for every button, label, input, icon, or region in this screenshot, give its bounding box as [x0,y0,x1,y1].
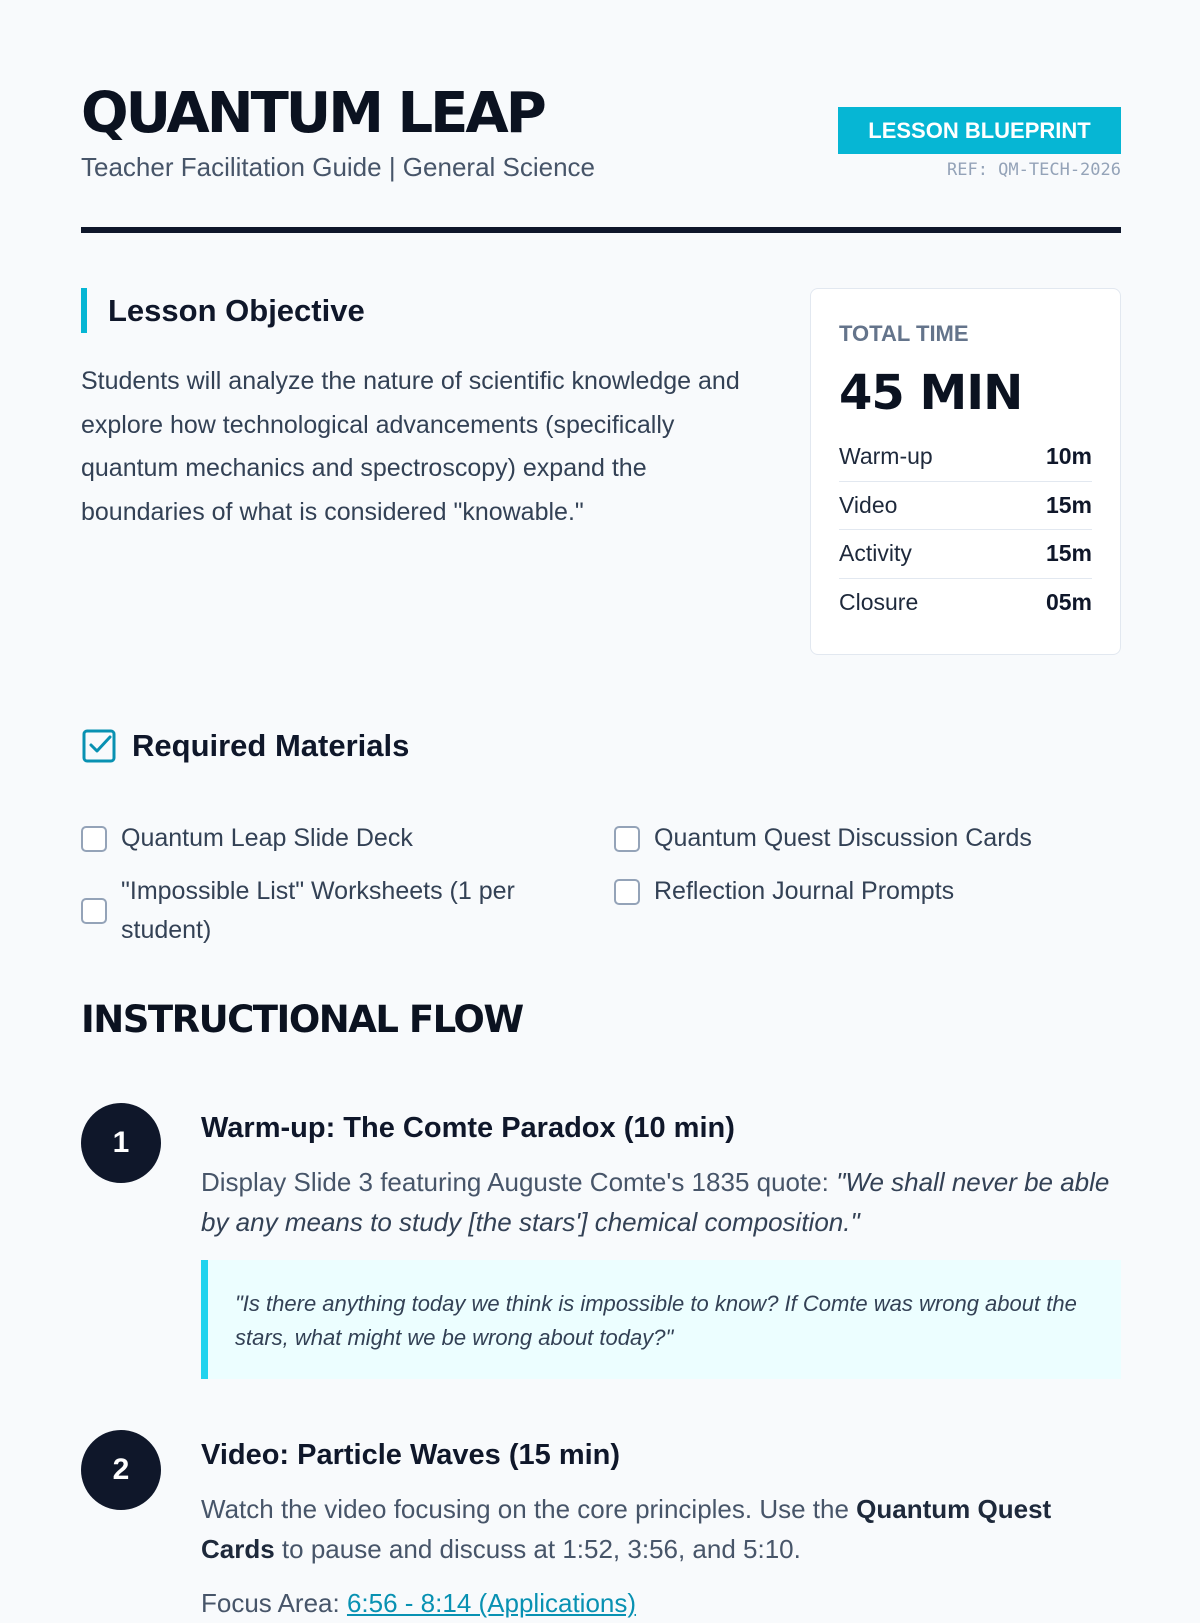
time-row-label: Warm-up [839,443,933,470]
focus-label: Focus Area: [201,1588,347,1618]
material-checkbox[interactable] [614,826,640,852]
page-subtitle: Teacher Facilitation Guide | General Science [81,152,596,182]
materials-list [81,767,1121,944]
time-row-duration: 15m [1045,491,1092,518]
step-number-badge: 2 [81,1430,161,1510]
materials-title: Required Materials [132,728,410,763]
material-label: Reflection Journal Prompts [654,877,955,905]
materials-section [81,725,1121,944]
time-row-closure [839,579,1092,628]
time-row-duration: 10m [1045,443,1092,470]
objective-section [81,288,761,534]
objective-accent-bar [81,288,87,333]
objective-text: Students will analyze the nature of scientific knowledge and explore how technological advancements (specifically quantum mechanics and spectroscopy) expand the boundaries of what is considered "knowable." [81,367,740,526]
objective-heading [81,288,761,333]
material-label: "Impossible List" Worksheets (1 per student) [121,877,515,944]
checkbox-checked-icon [81,728,117,764]
material-item[interactable] [614,819,1032,858]
step-number-badge: 1 [81,1103,161,1183]
brand-title: QUANTUM LEAP [81,81,544,146]
material-item[interactable] [81,819,413,858]
step-title: Video: Particle Waves (15 min) [201,1439,621,1471]
time-row-activity [839,530,1092,579]
step-content [201,1430,1121,1623]
total-time-label: TOTAL TIME [839,321,969,346]
total-time-card [810,288,1121,655]
time-row-warm-up [839,433,1092,482]
material-checkbox[interactable] [614,879,640,905]
step-text: Watch the video focusing on the core principles. Use the [201,1494,857,1524]
material-label: Quantum Quest Discussion Cards [654,824,1032,852]
header-divider [81,227,1121,233]
material-checkbox[interactable] [81,826,107,852]
step-content [201,1103,1121,1379]
instructional-flow-heading: INSTRUCTIONAL FLOW [81,998,523,1041]
page-header [81,0,1121,235]
time-row-duration: 05m [1045,589,1092,616]
time-row-label: Closure [839,589,919,616]
lesson-badge: LESSON BLUEPRINT [838,107,1121,154]
step-description [201,1162,1121,1242]
quest-cards-highlight: Quantum Quest Cards [201,1494,1052,1564]
time-row-video [839,482,1092,531]
materials-heading [81,725,1121,767]
objective-title: Lesson Objective [108,293,365,328]
material-checkbox[interactable] [81,898,107,924]
total-time-value: 45 MIN [839,365,1023,421]
time-row-label: Activity [839,540,912,567]
step-title: Warm-up: The Comte Paradox (10 min) [201,1112,735,1144]
time-breakdown [839,433,1092,627]
comte-quote: "We shall never be able by any means to study [the stars'] chemical composition." [201,1167,1110,1237]
time-row-duration: 15m [1045,540,1092,567]
lesson-blueprint-page [81,0,1121,1618]
discussion-callout: "Is there anything today we think is impossible to know? If Comte was wrong about the stars, what might we be wrong about today?" [201,1260,1121,1379]
step-text: to pause and discuss at 1:52, 3:56, and 5:10. [274,1534,801,1564]
material-item[interactable] [81,872,571,950]
step-text: Display Slide 3 featuring Auguste Comte's 1835 quote: [201,1167,837,1197]
material-item[interactable] [614,872,954,911]
time-row-label: Video [839,491,898,518]
focus-timestamp-link[interactable]: 6:56 - 8:14 (Applications) [346,1588,637,1618]
step-description [201,1489,1121,1569]
material-label: Quantum Leap Slide Deck [121,824,413,852]
reference-code: REF: QM-TECH-2026 [947,160,1121,180]
focus-area [201,1583,1121,1623]
